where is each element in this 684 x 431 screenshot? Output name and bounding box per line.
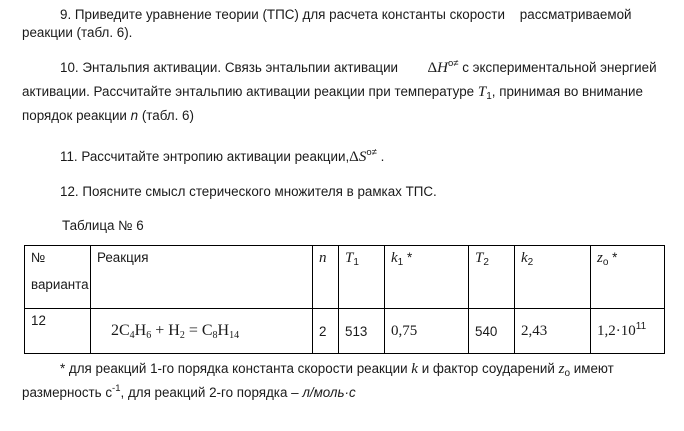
header-t1 [339, 246, 385, 309]
header-number-sign: № [31, 250, 46, 265]
cell-k1-value: 0,75 [391, 322, 418, 339]
footnote-z-subscript: o [564, 368, 571, 379]
footnote-text-a: * для реакций 1-го порядка константа скорости реакции [60, 361, 408, 376]
eq-subscript: 14 [229, 330, 240, 341]
header-k1-symbol: k [391, 250, 398, 266]
item-9 [22, 6, 662, 42]
header-reaction: Реакция [91, 246, 313, 309]
header-k1-asterisk: * [406, 250, 413, 265]
footnote-k-symbol: k [411, 361, 418, 377]
header-k2 [515, 246, 591, 309]
table-header-row [25, 246, 665, 309]
eq-subscript: 6 [146, 330, 152, 341]
eq-part: H [217, 322, 230, 339]
header-k1 [385, 246, 469, 309]
delta-symbol: Δ [427, 60, 438, 76]
cell-reaction [91, 309, 313, 354]
item-10-line3-b: (табл. 6) [141, 108, 194, 123]
header-z0-subscript: o [602, 257, 609, 268]
item-9-line2: реакции (табл. 6). [22, 25, 133, 40]
table-footnote [22, 359, 662, 405]
eq-part: = C [184, 322, 213, 339]
footnote-line2-b: , для реакций 2-го порядка – [120, 385, 299, 400]
header-z0-symbol: z [597, 250, 603, 266]
header-t2 [469, 246, 515, 309]
table-row [25, 309, 665, 354]
footnote-text-b: и фактор соударений [421, 361, 555, 376]
cell-variant-number: 12 [25, 309, 91, 354]
footnote-superscript: -1 [112, 383, 121, 394]
eq-subscript: 4 [129, 330, 135, 341]
cell-t2: 540 [469, 309, 515, 354]
cell-order: 2 [313, 309, 339, 354]
cell-k1 [385, 309, 469, 354]
item-11-text-a: 11. Рассчитайте энтропию активации реакции, [60, 149, 350, 164]
reaction-equation [97, 322, 239, 339]
item-10-line2-a: активации. Рассчитайте энтальпию активации реакции при температуре [22, 84, 475, 99]
data-table [24, 245, 665, 354]
enthalpy-symbol: H [437, 60, 449, 76]
header-order [313, 246, 339, 309]
item-9-line1: 9. Приведите уравнение теории (ТПС) для расчета константы скорости рассматриваемой [60, 7, 632, 22]
item-10-line2-b: , принимая во внимание [491, 84, 643, 99]
delta-symbol: Δ [349, 149, 359, 165]
eq-subscript: 2 [179, 330, 185, 341]
item-10-text-b: с экспериментальной энергией [462, 60, 657, 75]
temperature-subscript: 1 [486, 91, 492, 102]
eq-part: H [134, 322, 147, 339]
header-k2-symbol: k [521, 250, 528, 266]
item-12: 12. Поясните смысл стерического множителя в рамках ТПС. [60, 184, 437, 199]
item-11-text-b: . [380, 149, 385, 164]
order-symbol: n [130, 108, 139, 123]
header-order-symbol: n [319, 250, 327, 266]
footnote-text-c: имеют [573, 361, 614, 376]
cell-z0 [591, 309, 665, 354]
cell-z0-base: 1,2·10 [597, 322, 636, 339]
header-t2-symbol: T [475, 250, 484, 266]
entropy-symbol: S [358, 149, 367, 165]
eq-part: + H [151, 322, 180, 339]
cell-t1: 513 [339, 309, 385, 354]
header-k2-subscript: 2 [527, 257, 534, 268]
standard-activated-superscript: o≠ [448, 58, 459, 69]
header-t2-subscript: 2 [483, 257, 489, 268]
header-variant-number [25, 246, 91, 309]
temperature-symbol: T [477, 84, 487, 100]
eq-part: 2C [111, 322, 130, 339]
header-k1-subscript: 1 [397, 257, 404, 268]
header-t1-symbol: T [345, 250, 354, 266]
footnote-z-symbol: z [558, 361, 565, 377]
footnote-line2-a: размерность с [22, 385, 113, 400]
table-caption: Таблица № 6 [62, 218, 144, 233]
header-t1-subscript: 1 [353, 257, 359, 268]
cell-k2 [515, 309, 591, 354]
cell-k2-value: 2,43 [521, 322, 548, 339]
header-z0-asterisk: * [612, 250, 618, 265]
standard-activated-superscript: o≠ [366, 147, 377, 158]
item-11 [22, 148, 662, 168]
cell-z0-exponent: 11 [635, 320, 647, 332]
eq-subscript: 8 [212, 330, 218, 341]
footnote-units: л/моль·с [302, 385, 356, 400]
item-10-line3-a: порядок реакции [22, 108, 127, 123]
header-z0 [591, 246, 665, 309]
header-variant-label: варианта [31, 277, 89, 292]
item-10 [22, 59, 662, 125]
item-10-text-a: 10. Энтальпия активации. Связь энтальпии активации [60, 60, 399, 75]
